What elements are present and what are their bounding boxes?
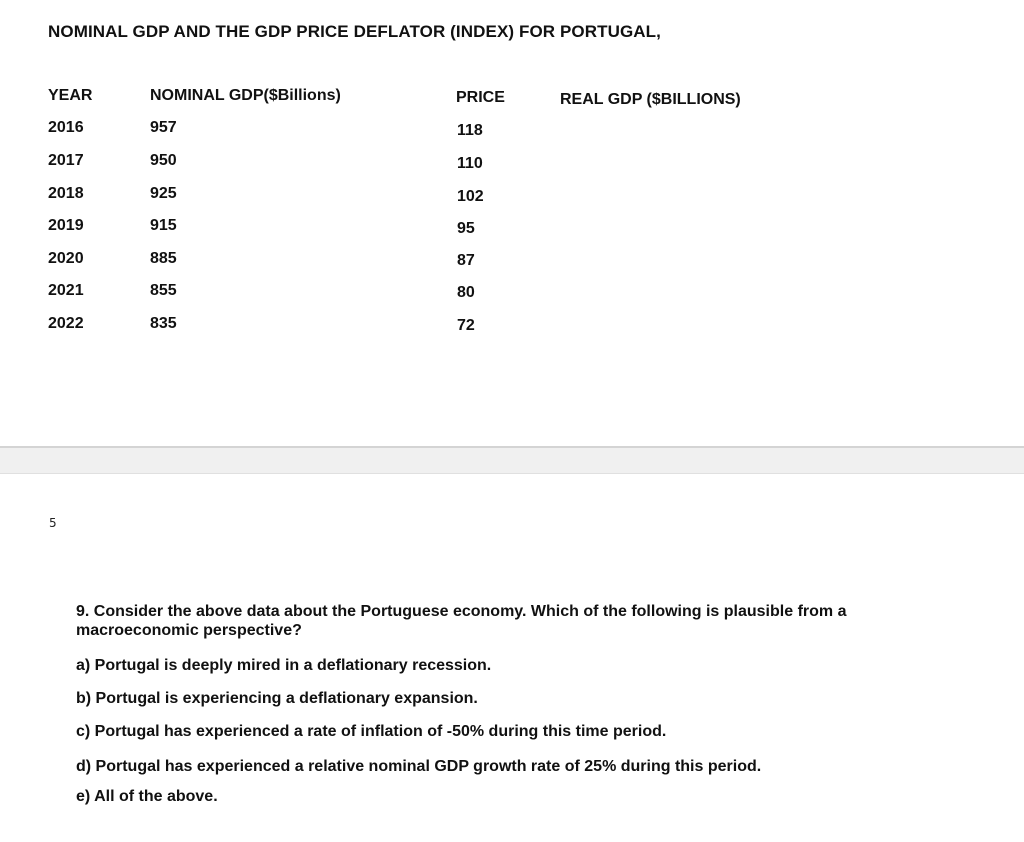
cell-price: 118 [457,122,483,139]
page-number: 5 [49,516,57,530]
header-price: PRICE [456,89,505,106]
cell-nominal: 950 [150,152,177,169]
cell-nominal: 957 [150,119,177,136]
cell-price: 95 [457,220,475,237]
cell-year: 2019 [48,217,84,234]
cell-nominal: 925 [150,185,177,202]
cell-year: 2022 [48,315,84,332]
header-real-gdp: REAL GDP ($BILLIONS) [560,91,741,108]
cell-year: 2020 [48,250,84,267]
cell-price: 72 [457,317,475,334]
cell-nominal: 835 [150,315,177,332]
cell-nominal: 885 [150,250,177,267]
option-a: a) Portugal is deeply mired in a deflationary recession. [76,657,492,674]
cell-price: 80 [457,284,475,301]
option-b: b) Portugal is experiencing a deflationary expansion. [76,690,478,707]
header-nominal-gdp: NOMINAL GDP($Billions) [150,87,341,104]
cell-year: 2021 [48,282,84,299]
cell-year: 2017 [48,152,84,169]
page-bottom [0,474,1024,842]
question-text: 9. Consider the above data about the Portuguese economy. Which of the following is plausible from a macroeconomic perspective? [76,603,847,639]
header-year: YEAR [48,87,93,104]
cell-nominal: 855 [150,282,177,299]
option-e: e) All of the above. [76,788,218,805]
cell-price: 110 [457,155,483,172]
option-c: c) Portugal has experienced a rate of inflation of -50% during this time period. [76,723,667,740]
page-separator [0,446,1024,474]
cell-nominal: 915 [150,217,177,234]
table-title: NOMINAL GDP AND THE GDP PRICE DEFLATOR (INDEX) FOR PORTUGAL, [48,22,661,41]
option-d: d) Portugal has experienced a relative nominal GDP growth rate of 25% during this period. [76,758,762,775]
cell-year: 2018 [48,185,84,202]
cell-price: 87 [457,252,475,269]
cell-year: 2016 [48,119,84,136]
cell-price: 102 [457,188,484,205]
